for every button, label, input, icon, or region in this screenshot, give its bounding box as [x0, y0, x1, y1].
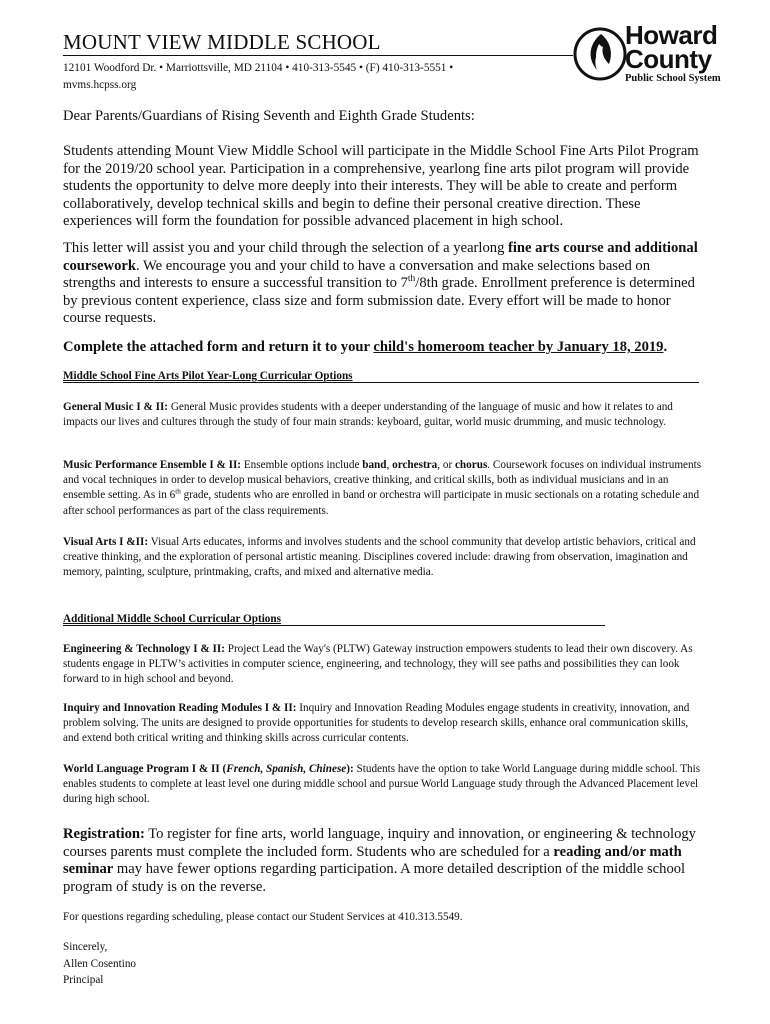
additional-options-heading: Additional Middle School Curricular Options — [63, 613, 605, 626]
flame-emblem-icon — [571, 24, 629, 82]
intro-paragraph: Students attending Mount View Middle School will participate in the Middle School Fine Arts Pilot Program for the 2019/20 school year. Participation in a comprehensive, yearlong fine arts pilot program will provide students the opportunity to delve more deeply into their interests. They will be able to create and perform collaboratively, develop technical skills and begin to define their personal creative direction. These experiences will form the foundation for possible advanced placement in high school. — [63, 143, 699, 230]
logo-tagline: Public School System — [625, 73, 721, 84]
school-address — [63, 60, 453, 94]
general-music-item: General Music I & II: General Music provides students with a deeper understanding of the language of music and how it relates to and impacts our lives and cultures through the study of four main strands: keyboard, guitar, world music drumming, and music technology. — [63, 401, 673, 429]
logo-word-howard: Howard — [625, 20, 718, 50]
header-rule — [63, 55, 573, 56]
howard-county-logo — [571, 20, 743, 88]
principal-title: Principal — [63, 974, 104, 986]
world-language-item: World Language Program I & II (French, Spanish, Chinese): Students have the option to take World Language during middle school. This enables students to complete at least level one during middle school and pursue World Language study through the Advanced Placement level during high school. — [63, 763, 701, 806]
school-name: MOUNT VIEW MIDDLE SCHOOL — [63, 30, 381, 54]
visual-arts-item: Visual Arts I &II: Visual Arts educates, informs and involves students and the school community that develop artistic behaviors, critical and creative thinking, and the exploration of personal artistic meaning. Disciplines covered include: drawing from observation, imagination and memory, painting, sculpture, printmaking, crafts, and mixed and alternative media. — [63, 536, 696, 579]
address-line: 12101 Woodford Dr. • Marriottsville, MD 21104 • 410-313-5545 • (F) 410-313-5551 • — [63, 62, 454, 74]
logo-word-county: County — [625, 44, 712, 74]
salutation: Dear Parents/Guardians of Rising Seventh and Eighth Grade Students: — [63, 108, 475, 124]
music-ensemble-item: Music Performance Ensemble I & II: Ensemble options include band, orchestra, or chorus. Coursework focuses on individual instruments and vocal techniques in order to develop musical behaviors, creative thinking, and critical skills, both as individual musicians and in an ensemble setting. As in 6th grade, students who are enrolled in band or orchestra will participate in music sectionals on a rotating schedule and after school performances as part of the class requirements. — [63, 459, 702, 517]
registration-paragraph: Registration: To register for fine arts, world language, inquiry and innovation, or engineering & technology courses parents must complete the included form. Students who are scheduled for a reading and/or math seminar may have fewer options regarding participation. A more detailed description of the middle school program of study is on the reverse. — [63, 826, 696, 895]
principal-name: Allen Cosentino — [63, 957, 137, 970]
website: mvms.hcpss.org — [63, 79, 137, 91]
signature-block — [63, 939, 703, 989]
sincerely: Sincerely, — [63, 941, 108, 953]
questions-line: For questions regarding scheduling, please contact our Student Services at 410.313.5549. — [63, 911, 463, 923]
fine-arts-heading: Middle School Fine Arts Pilot Year-Long Curricular Options — [63, 370, 699, 383]
selection-paragraph: This letter will assist you and your child through the selection of a yearlong fine arts course and additional coursework. We encourage you and your child to have a conversation and make selections based on strengths and interests to ensure a successful transition to 7th/8th grade. Enrollment preference is determined by previous content experience, class size and form submission date. Every effort will be made to honor course requests. — [63, 240, 698, 327]
engineering-item: Engineering & Technology I & II: Project Lead the Way's (PLTW) Gateway instruction empowers students to lead their own discovery. As students engage in PLTW’s activities in computer science, engineering, and technology, they will see paths and possibilities they can look forward to in high school and beyond. — [63, 643, 693, 686]
inquiry-item: Inquiry and Innovation Reading Modules I & II: Inquiry and Innovation Reading Modules engage students in creativity, innovation, and problem solving. The units are designed to provide opportunities for students to develop research skills, enhance oral communication skills, and extend both critical writing and thinking skills across curricular contents. — [63, 702, 690, 745]
return-instructions: Complete the attached form and return it to your child's homeroom teacher by January 18, 2019. — [63, 339, 668, 355]
